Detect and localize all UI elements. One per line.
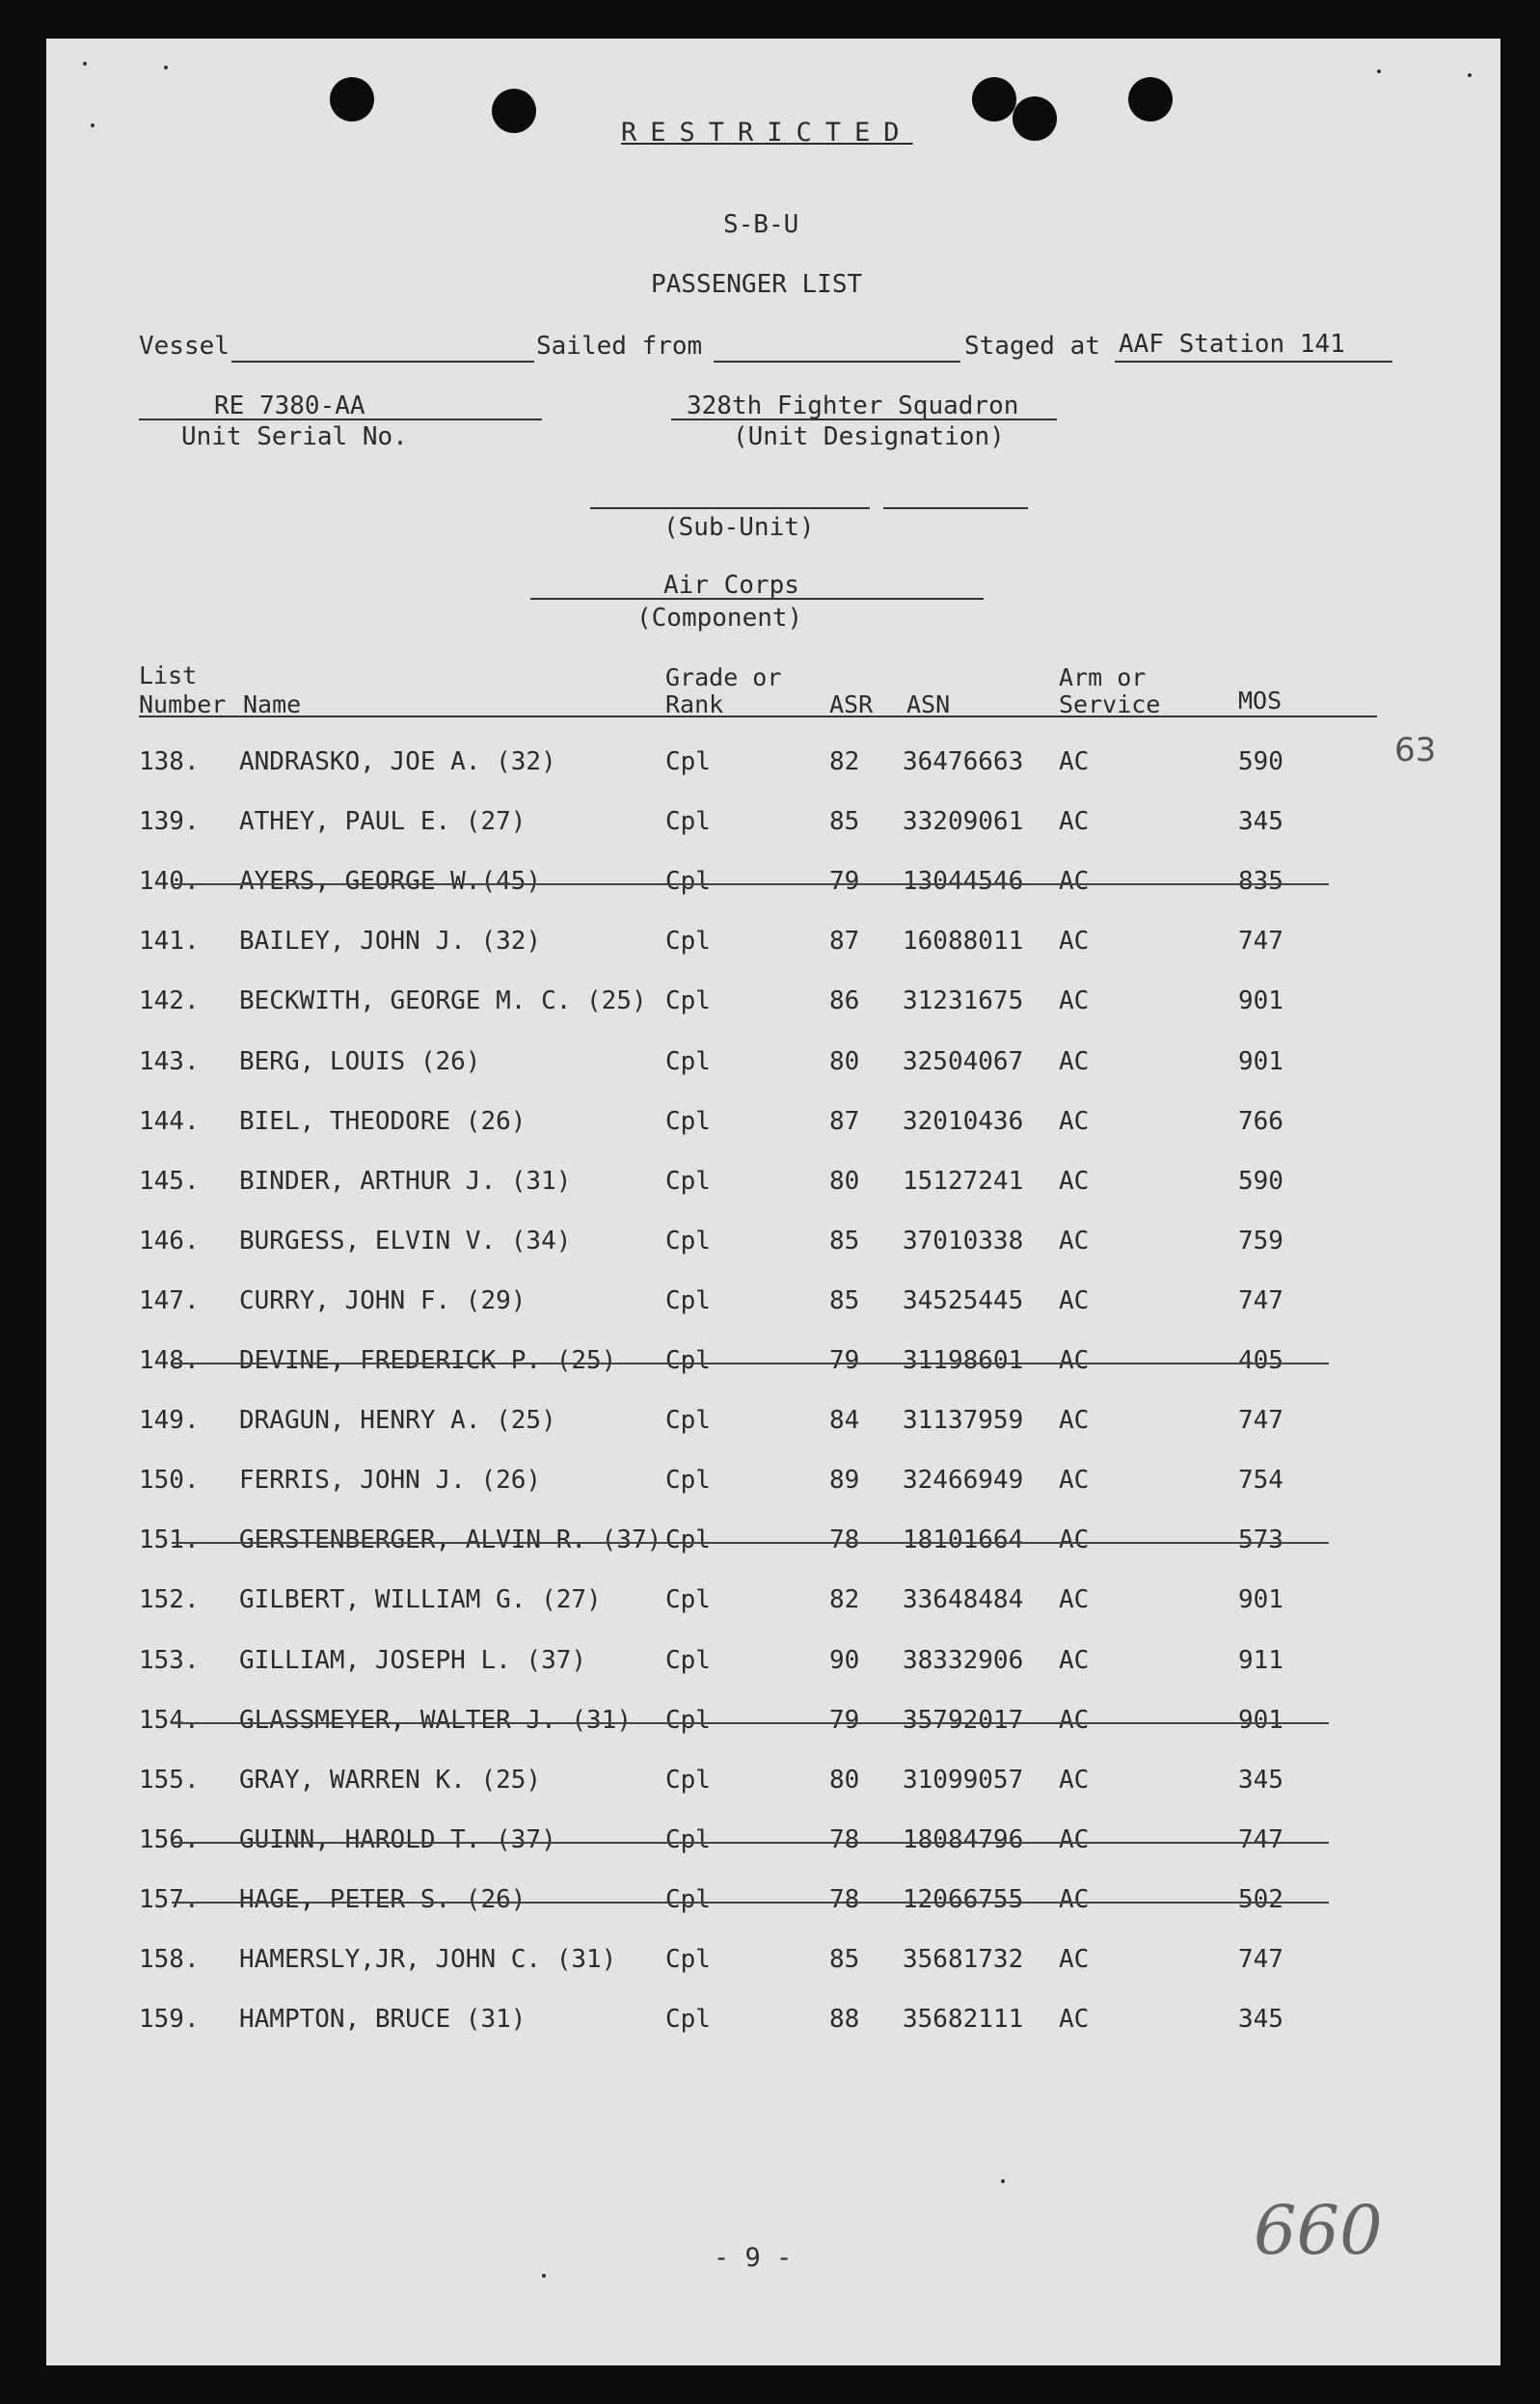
header-asr: ASR (829, 690, 874, 718)
list-number-cell: 148. (139, 1346, 200, 1375)
list-number-cell: 139. (139, 807, 200, 837)
arm-cell: AC (1059, 1226, 1090, 1256)
name-cell: HAMERSLY,JR, JOHN C. (31) (239, 1945, 617, 1974)
arm-cell: AC (1059, 1884, 1090, 1914)
grade-cell: Cpl (665, 1346, 711, 1375)
name-cell: HAGE, PETER S. (26) (239, 1884, 527, 1914)
asn-cell: 35792017 (903, 1705, 1024, 1735)
punch-hole (330, 77, 374, 122)
staged-at-underline (1115, 361, 1392, 363)
mos-cell: 345 (1238, 1765, 1283, 1795)
unit-serial-underline (139, 419, 542, 420)
arm-cell: AC (1059, 867, 1090, 897)
asn-cell: 32010436 (903, 1106, 1024, 1136)
asn-cell: 32466949 (903, 1466, 1024, 1496)
header-grade: Grade or (665, 663, 782, 691)
asr-cell: 78 (829, 1526, 860, 1555)
grade-cell: Cpl (665, 986, 711, 1016)
component-underline (530, 598, 984, 600)
page-number: - 9 - (714, 2243, 793, 2273)
arm-cell: AC (1059, 1945, 1090, 1974)
asr-cell: 85 (829, 1226, 860, 1256)
grade-cell: Cpl (665, 1824, 711, 1854)
asr-cell: 79 (829, 1705, 860, 1735)
grade-cell: Cpl (665, 867, 711, 897)
asr-cell: 82 (829, 1585, 860, 1615)
list-number-cell: 144. (139, 1106, 200, 1136)
arm-cell: AC (1059, 1765, 1090, 1795)
name-cell: CURRY, JOHN F. (29) (239, 1285, 527, 1315)
strikethrough-line (172, 1363, 1329, 1364)
document-page (46, 39, 1500, 2365)
name-cell: ATHEY, PAUL E. (27) (239, 807, 527, 837)
name-cell: HAMPTON, BRUCE (31) (239, 2005, 527, 2035)
arm-cell: AC (1059, 1705, 1090, 1735)
arm-cell: AC (1059, 1166, 1090, 1196)
arm-cell: AC (1059, 1046, 1090, 1076)
paper-speck (1001, 2179, 1005, 2183)
asr-cell: 78 (829, 1824, 860, 1854)
name-cell: GLASSMEYER, WALTER J. (31) (239, 1705, 632, 1735)
mos-cell: 766 (1238, 1106, 1283, 1136)
asr-cell: 88 (829, 2005, 860, 2035)
mos-cell: 345 (1238, 2005, 1283, 2035)
name-cell: GILBERT, WILLIAM G. (27) (239, 1585, 602, 1615)
component-value: Air Corps (663, 571, 799, 600)
arm-cell: AC (1059, 1406, 1090, 1436)
grade-cell: Cpl (665, 1945, 711, 1974)
list-number-cell: 155. (139, 1765, 200, 1795)
mos-cell: 901 (1238, 1705, 1283, 1735)
asr-cell: 79 (829, 1346, 860, 1375)
asn-cell: 38332906 (903, 1645, 1024, 1675)
name-cell: GERSTENBERGER, ALVIN R. (37) (239, 1526, 662, 1555)
grade-cell: Cpl (665, 1765, 711, 1795)
mos-cell: 590 (1238, 747, 1283, 776)
asr-cell: 85 (829, 807, 860, 837)
paper-speck (1468, 73, 1472, 77)
arm-cell: AC (1059, 2005, 1090, 2035)
asn-cell: 13044546 (903, 867, 1024, 897)
name-cell: AYERS, GEORGE W.(45) (239, 867, 542, 897)
handwritten-note: 660 (1254, 2191, 1383, 2270)
asn-cell: 18084796 (903, 1824, 1024, 1854)
header-mos: MOS (1238, 687, 1283, 715)
arm-cell: AC (1059, 1824, 1090, 1854)
arm-cell: AC (1059, 1346, 1090, 1375)
document-code: S-B-U (723, 210, 799, 239)
paper-speck (164, 66, 168, 69)
list-number-cell: 138. (139, 747, 200, 776)
grade-cell: Cpl (665, 1166, 711, 1196)
mos-cell: 747 (1238, 1406, 1283, 1436)
arm-cell: AC (1059, 1106, 1090, 1136)
asn-cell: 36476663 (903, 747, 1024, 776)
asr-cell: 80 (829, 1166, 860, 1196)
grade-cell: Cpl (665, 1046, 711, 1076)
list-number-cell: 143. (139, 1046, 200, 1076)
asr-cell: 79 (829, 867, 860, 897)
asn-cell: 31099057 (903, 1765, 1024, 1795)
name-cell: BURGESS, ELVIN V. (34) (239, 1226, 572, 1256)
asn-cell: 18101664 (903, 1526, 1024, 1555)
asn-cell: 33648484 (903, 1585, 1024, 1615)
punch-hole (1128, 77, 1173, 122)
staged-at-label: Staged at (964, 332, 1100, 361)
paper-speck (83, 62, 87, 66)
list-number-cell: 157. (139, 1884, 200, 1914)
list-number-cell: 151. (139, 1526, 200, 1555)
unit-designation-label: (Unit Designation) (733, 422, 1005, 451)
arm-cell: AC (1059, 927, 1090, 957)
staged-at-value: AAF Station 141 (1119, 330, 1345, 359)
mos-cell: 911 (1238, 1645, 1283, 1675)
header-list-number: Number (139, 690, 227, 718)
asr-cell: 84 (829, 1406, 860, 1436)
strikethrough-line (172, 1842, 1329, 1844)
grade-cell: Cpl (665, 1285, 711, 1315)
asr-cell: 86 (829, 986, 860, 1016)
asr-cell: 82 (829, 747, 860, 776)
mos-cell: 747 (1238, 1945, 1283, 1974)
paper-speck (91, 123, 95, 127)
list-number-cell: 145. (139, 1166, 200, 1196)
mos-cell: 747 (1238, 927, 1283, 957)
name-cell: GILLIAM, JOSEPH L. (37) (239, 1645, 587, 1675)
asr-cell: 80 (829, 1046, 860, 1076)
header-asn: ASN (906, 690, 951, 718)
asr-cell: 90 (829, 1645, 860, 1675)
header-arm: Arm or (1059, 663, 1147, 691)
asn-cell: 35682111 (903, 2005, 1024, 2035)
unit-serial-value: RE 7380-AA (214, 392, 365, 420)
asr-cell: 80 (829, 1765, 860, 1795)
unit-serial-label: Unit Serial No. (181, 422, 408, 451)
sub-unit-line (590, 507, 870, 509)
name-cell: DRAGUN, HENRY A. (25) (239, 1406, 556, 1436)
paper-speck (542, 2274, 546, 2278)
header-list-number: List (139, 662, 198, 689)
sub-unit-line (883, 507, 1028, 509)
punch-hole (492, 89, 536, 133)
header-name: Name (243, 690, 302, 718)
sailed-from-label: Sailed from (536, 332, 703, 361)
name-cell: ANDRASKO, JOE A. (32) (239, 747, 556, 776)
component-label: (Component) (636, 604, 803, 633)
asn-cell: 33209061 (903, 807, 1024, 837)
list-number-cell: 140. (139, 867, 200, 897)
grade-cell: Cpl (665, 807, 711, 837)
asn-cell: 37010338 (903, 1226, 1024, 1256)
grade-cell: Cpl (665, 1226, 711, 1256)
unit-designation-underline (671, 419, 1057, 420)
mos-cell: 573 (1238, 1526, 1283, 1555)
punch-hole (972, 77, 1016, 122)
grade-cell: Cpl (665, 747, 711, 776)
mos-cell: 835 (1238, 867, 1283, 897)
strikethrough-line (172, 883, 1329, 885)
mos-cell: 759 (1238, 1226, 1283, 1256)
vessel-blank-line (231, 361, 534, 363)
asn-cell: 15127241 (903, 1166, 1024, 1196)
mos-cell: 747 (1238, 1285, 1283, 1315)
asn-cell: 34525445 (903, 1285, 1024, 1315)
asr-cell: 78 (829, 1884, 860, 1914)
list-number-cell: 156. (139, 1824, 200, 1854)
sailed-from-blank-line (714, 361, 960, 363)
grade-cell: Cpl (665, 1884, 711, 1914)
list-number-cell: 141. (139, 927, 200, 957)
name-cell: BINDER, ARTHUR J. (31) (239, 1166, 572, 1196)
name-cell: FERRIS, JOHN J. (26) (239, 1466, 542, 1496)
mos-cell: 747 (1238, 1824, 1283, 1854)
asn-cell: 31198601 (903, 1346, 1024, 1375)
arm-cell: AC (1059, 807, 1090, 837)
grade-cell: Cpl (665, 2005, 711, 2035)
margin-number: 63 (1394, 731, 1437, 770)
sub-unit-label: (Sub-Unit) (663, 513, 815, 542)
grade-cell: Cpl (665, 1466, 711, 1496)
list-number-cell: 159. (139, 2005, 200, 2035)
mos-cell: 405 (1238, 1346, 1283, 1375)
list-number-cell: 147. (139, 1285, 200, 1315)
arm-cell: AC (1059, 1466, 1090, 1496)
grade-cell: Cpl (665, 1406, 711, 1436)
grade-cell: Cpl (665, 927, 711, 957)
grade-cell: Cpl (665, 1106, 711, 1136)
asr-cell: 85 (829, 1285, 860, 1315)
asn-cell: 35681732 (903, 1945, 1024, 1974)
name-cell: DEVINE, FREDERICK P. (25) (239, 1346, 617, 1375)
grade-cell: Cpl (665, 1526, 711, 1555)
list-number-cell: 146. (139, 1226, 200, 1256)
asn-cell: 16088011 (903, 927, 1024, 957)
list-number-cell: 153. (139, 1645, 200, 1675)
list-number-cell: 154. (139, 1705, 200, 1735)
unit-designation-value: 328th Fighter Squadron (687, 392, 1019, 420)
name-cell: BERG, LOUIS (26) (239, 1046, 481, 1076)
header-underline (139, 716, 1377, 717)
vessel-label: Vessel (139, 332, 230, 361)
mos-cell: 901 (1238, 1046, 1283, 1076)
asn-cell: 12066755 (903, 1884, 1024, 1914)
list-title: PASSENGER LIST (651, 270, 863, 299)
classification-heading: RESTRICTED (621, 118, 913, 148)
arm-cell: AC (1059, 1585, 1090, 1615)
asr-cell: 89 (829, 1466, 860, 1496)
asr-cell: 87 (829, 927, 860, 957)
mos-cell: 345 (1238, 807, 1283, 837)
arm-cell: AC (1059, 1645, 1090, 1675)
mos-cell: 502 (1238, 1884, 1283, 1914)
name-cell: BIEL, THEODORE (26) (239, 1106, 527, 1136)
arm-cell: AC (1059, 1285, 1090, 1315)
asr-cell: 85 (829, 1945, 860, 1974)
mos-cell: 754 (1238, 1466, 1283, 1496)
header-arm: Service (1059, 690, 1161, 718)
strikethrough-line (172, 1902, 1329, 1904)
list-number-cell: 150. (139, 1466, 200, 1496)
asr-cell: 87 (829, 1106, 860, 1136)
asn-cell: 31231675 (903, 986, 1024, 1016)
list-number-cell: 158. (139, 1945, 200, 1974)
name-cell: GRAY, WARREN K. (25) (239, 1765, 542, 1795)
header-grade: Rank (665, 690, 724, 718)
mos-cell: 901 (1238, 1585, 1283, 1615)
name-cell: BECKWITH, GEORGE M. C. (25) (239, 986, 647, 1016)
arm-cell: AC (1059, 986, 1090, 1016)
mos-cell: 590 (1238, 1166, 1283, 1196)
paper-speck (1377, 69, 1381, 73)
list-number-cell: 152. (139, 1585, 200, 1615)
asn-cell: 31137959 (903, 1406, 1024, 1436)
arm-cell: AC (1059, 747, 1090, 776)
strikethrough-line (172, 1542, 1329, 1544)
strikethrough-line (172, 1722, 1329, 1724)
grade-cell: Cpl (665, 1585, 711, 1615)
list-number-cell: 149. (139, 1406, 200, 1436)
punch-hole (1013, 96, 1057, 141)
mos-cell: 901 (1238, 986, 1283, 1016)
arm-cell: AC (1059, 1526, 1090, 1555)
grade-cell: Cpl (665, 1705, 711, 1735)
name-cell: BAILEY, JOHN J. (32) (239, 927, 542, 957)
name-cell: GUINN, HAROLD T. (37) (239, 1824, 556, 1854)
asn-cell: 32504067 (903, 1046, 1024, 1076)
grade-cell: Cpl (665, 1645, 711, 1675)
list-number-cell: 142. (139, 986, 200, 1016)
